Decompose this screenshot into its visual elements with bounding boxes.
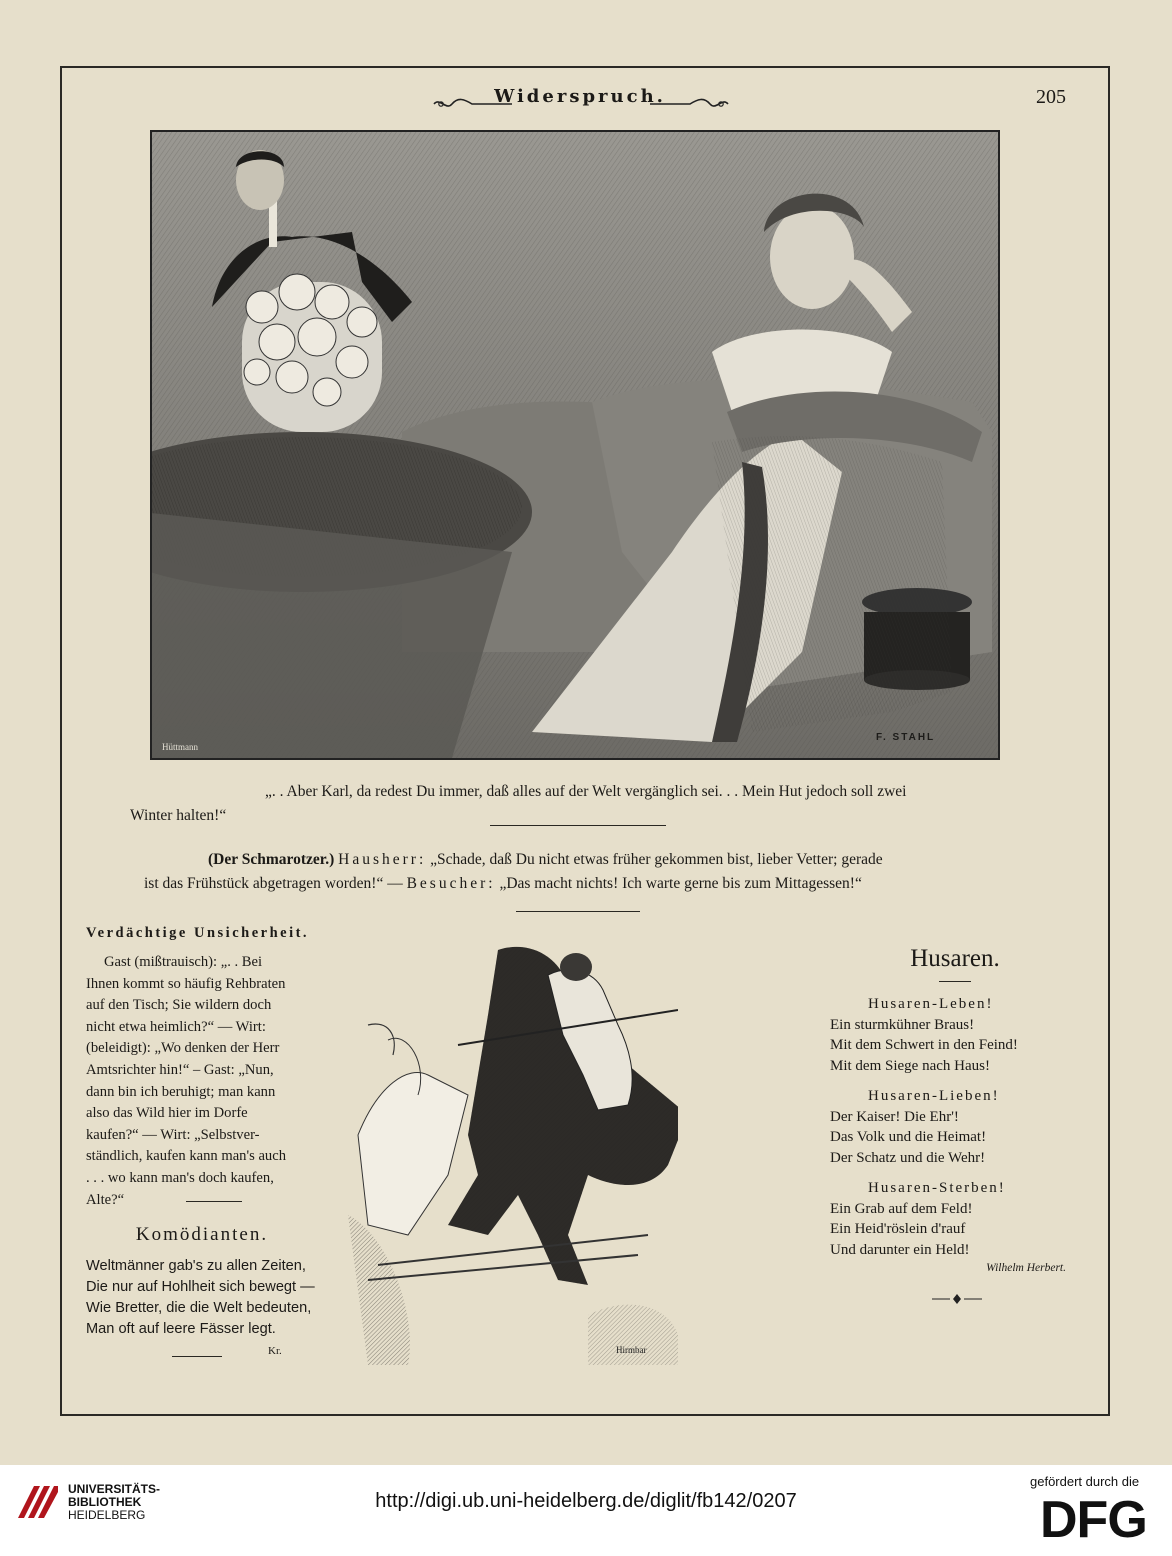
besucher-text: „Das macht nichts! Ich warte gerne bis zum Mittagessen!“ <box>499 875 862 892</box>
verdaechtige-heading: Verdächtige Unsicherheit. <box>86 925 310 941</box>
divider-rule <box>490 825 666 826</box>
page-header <box>0 86 1172 116</box>
stanza-head: Husaren-Leben! <box>868 996 994 1012</box>
short-rule <box>186 1201 242 1202</box>
caption-line-1: „. . Aber Karl, da redest Du immer, daß alles auf der Welt vergänglich sei. . . Mein Hut jedoch soll zwei <box>265 783 907 800</box>
poem-line: Die nur auf Hohlheit sich bewegt — <box>86 1279 315 1296</box>
divider-rule <box>516 911 640 912</box>
husaren-title: Husaren. <box>910 945 1000 972</box>
university-name[interactable] <box>68 1483 160 1522</box>
permalink-url[interactable]: http://digi.ub.uni-heidelberg.de/diglit/fb142/0207 <box>375 1490 797 1512</box>
vignette-signature: Hirmbar <box>616 1345 647 1355</box>
main-engraving <box>150 130 1000 760</box>
left-column <box>86 925 318 1340</box>
right-ornament-icon <box>648 96 730 115</box>
stanza-line: Der Schatz und die Wehr! <box>830 1149 986 1166</box>
komoedianten-heading: Komödianten. <box>135 1224 269 1246</box>
kr-signature: Kr. <box>268 1345 282 1357</box>
hussar-drawing <box>348 935 678 1375</box>
stanza-line: Ein Heid'röslein d'rauf <box>830 1221 966 1237</box>
stanza-line: Der Kaiser! Die Ehr'! <box>830 1108 959 1125</box>
funding-note: gefördert durch die <box>1030 1474 1140 1489</box>
stanza-head: Husaren-Sterben! <box>868 1180 1006 1196</box>
hausherr-text: „Schade, daß Du nicht etwas früher gekommen bist, lieber Vetter; gerade <box>430 851 883 868</box>
speaker-hausherr: Hausherr: <box>338 851 427 868</box>
stanza-line: Und darunter ein Held! <box>830 1241 970 1258</box>
komoedianten-poem <box>86 1256 318 1340</box>
caption-line-2: Winter halten!“ <box>130 807 227 824</box>
stanza-line: Ein sturmkühner Braus! <box>830 1016 975 1033</box>
university-line: UNIVERSITÄTS- <box>68 1482 161 1496</box>
dfg-logo[interactable]: DFG <box>1040 1491 1147 1549</box>
stanza-line: Mit dem Siege nach Haus! <box>830 1057 990 1074</box>
text-line: Ihnen kommt so häufig Rehbraten <box>86 975 286 992</box>
text-line: dann bin ich beruhigt; man kann <box>86 1083 276 1100</box>
end-rule-ornament <box>172 1356 222 1357</box>
text-line: (beleidigt): „Wo denken der Herr <box>86 1040 280 1057</box>
poem-line: Man oft auf leere Fässer legt. <box>86 1321 276 1338</box>
text-line: nicht etwa heimlich?“ — Wirt: <box>86 1018 266 1035</box>
stanza-2 <box>830 1086 1080 1168</box>
stanza-line: Das Volk und die Heimat! <box>830 1129 987 1145</box>
text-line: Alte?“ <box>86 1191 125 1208</box>
stanza-line: Ein Grab auf dem Feld! <box>830 1200 973 1217</box>
illustration-caption <box>130 780 1040 828</box>
hussar-vignette <box>348 935 678 1375</box>
running-title: Widerspruch. <box>494 86 666 107</box>
poem-author: Wilhelm Herbert. <box>986 1262 1066 1274</box>
stanza-3 <box>830 1178 1080 1260</box>
verdaechtige-text <box>86 952 318 1211</box>
text-line: also das Wild hier im Dorfe <box>86 1105 248 1122</box>
end-ornament-icon <box>930 1292 1080 1310</box>
text-line: kaufen?“ — Wirt: „Selbstver- <box>86 1126 260 1143</box>
text-line: auf den Tisch; Sie wildern doch <box>86 997 272 1014</box>
stanza-1 <box>830 994 1080 1076</box>
engraving-drawing <box>152 132 998 758</box>
title-rule <box>939 981 971 982</box>
page-number: 205 <box>1036 86 1066 108</box>
stanza-head: Husaren-Lieben! <box>868 1088 1000 1104</box>
schmarotzer-anecdote <box>120 848 1030 896</box>
text-line: . . . wo kann man's doch kaufen, <box>86 1169 274 1186</box>
stanza-line: Mit dem Schwert in den Feind! <box>830 1037 1018 1053</box>
schmarotzer-title: (Der Schmarotzer.) <box>208 851 335 868</box>
university-line: BIBLIOTHEK <box>68 1495 142 1509</box>
poem-line: Weltmänner gab's zu allen Zeiten, <box>86 1258 306 1275</box>
university-logo-icon[interactable] <box>12 1478 60 1526</box>
engraver-signature: Hüttmann <box>162 742 198 752</box>
text-line: Amtsrichter hin!“ – Gast: „Nun, <box>86 1061 274 1078</box>
text-line: ständlich, kaufen kann man's auch <box>86 1148 286 1165</box>
text-line: Gast (mißtrauisch): „. . Bei <box>104 954 263 970</box>
university-line: HEIDELBERG <box>68 1508 146 1522</box>
speaker-besucher: Besucher: <box>406 875 496 892</box>
right-column <box>830 945 1080 1310</box>
poem-line: Wie Bretter, die die Welt bedeuten, <box>86 1300 312 1317</box>
hausherr-text-cont: ist das Frühstück abgetragen worden!“ — <box>144 875 403 892</box>
artist-signature: F. STAHL <box>876 732 936 743</box>
